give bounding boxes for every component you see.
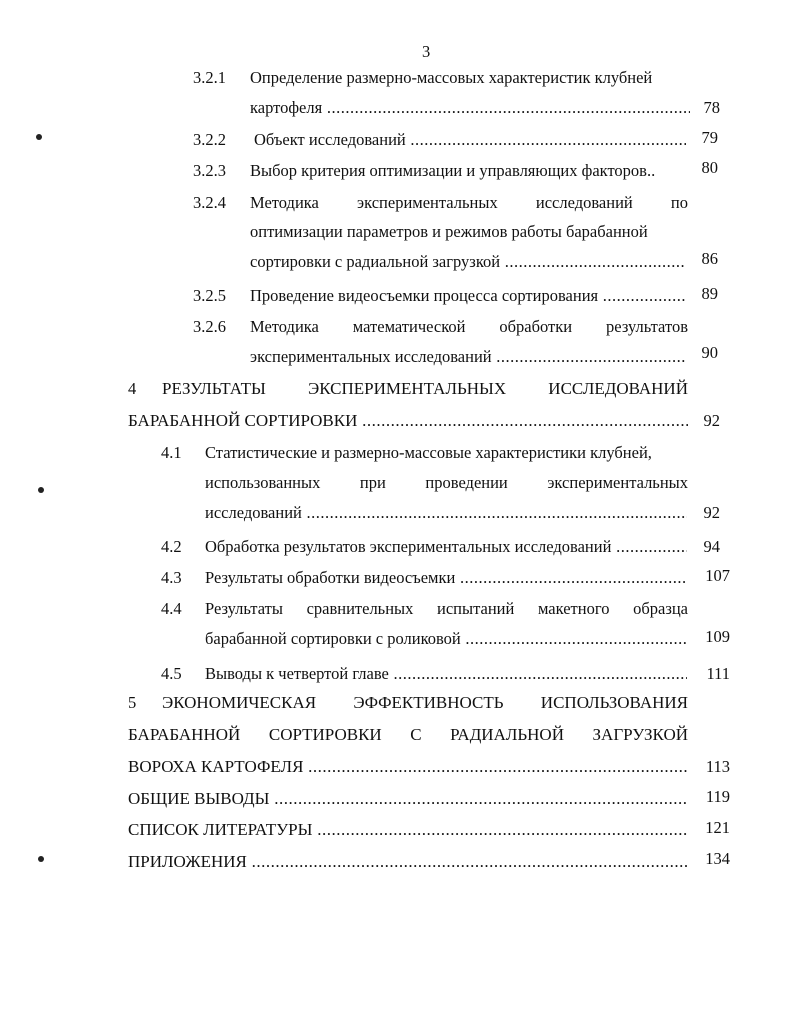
- toc-page-number: 119: [705, 787, 730, 806]
- margin-dot: [38, 487, 44, 493]
- toc-entry-number: 4.1: [161, 443, 182, 462]
- toc-entry-number: 4.5: [161, 664, 182, 683]
- toc-page-number: 92: [703, 411, 720, 430]
- toc-entry-title: Объект исследований .....: [254, 130, 686, 150]
- margin-dot: [38, 856, 44, 862]
- toc-page-number: 92: [703, 503, 720, 522]
- toc-page-number: 121: [705, 818, 730, 837]
- toc-section-title: ОБЩИЕ ВЫВОДЫ .....: [128, 789, 688, 809]
- toc-entry-title: Статистические и размерно-массовые характеристики клубней,: [205, 443, 652, 462]
- toc-section-title: СПИСОК ЛИТЕРАТУРЫ .....: [128, 820, 688, 840]
- toc-page-number: 79: [701, 128, 718, 147]
- toc-entry-title: картофеля .....: [250, 98, 690, 118]
- toc-page-number: 134: [705, 849, 730, 868]
- toc-entry-number: 3.2.6: [193, 317, 226, 336]
- toc-entry-title: Обработка результатов экспериментальных исследований .....: [205, 537, 687, 557]
- toc-entry-title: Методика экспериментальных исследований по: [250, 193, 688, 212]
- toc-entry-title: Выбор критерия оптимизации и управляющих факторов..: [250, 161, 656, 180]
- toc-section-title: ПРИЛОЖЕНИЯ .....: [128, 852, 688, 872]
- toc-chapter-number: 4: [128, 379, 137, 398]
- toc-entry-number: 3.2.1: [193, 68, 226, 87]
- toc-chapter-title: БАРАБАННОЙ СОРТИРОВКИ С РАДИАЛЬНОЙ ЗАГРУЗКОЙ: [128, 725, 688, 744]
- toc-entry-title: исследований .....: [205, 503, 687, 523]
- toc-chapter-title: БАРАБАННОЙ СОРТИРОВКИ .....: [128, 411, 688, 431]
- toc-entry-title: сортировки с радиальной загрузкой .....: [250, 252, 686, 272]
- toc-entry-number: 3.2.4: [193, 193, 226, 212]
- toc-entry-number: 3.2.2: [193, 130, 226, 149]
- toc-page-number: 94: [703, 537, 720, 556]
- toc-chapter-number: 5: [128, 693, 137, 712]
- toc-entry-title: оптимизации параметров и режимов работы барабанной: [250, 222, 648, 241]
- toc-page-number: 78: [703, 98, 720, 117]
- toc-entry-title: барабанной сортировки с роликовой .....: [205, 629, 687, 649]
- toc-entry-number: 4.3: [161, 568, 182, 587]
- margin-dot: [36, 134, 42, 140]
- toc-page-number: 107: [705, 566, 730, 585]
- toc-entry-number: 4.4: [161, 599, 182, 618]
- toc-page-number: 89: [701, 284, 718, 303]
- toc-entry-title: Методика математической обработки результатов: [250, 317, 688, 336]
- toc-chapter-title: ЭКОНОМИЧЕСКАЯ ЭФФЕКТИВНОСТЬ ИСПОЛЬЗОВАНИЯ: [162, 693, 688, 712]
- toc-entry-number: 4.2: [161, 537, 182, 556]
- toc-entry-title: Результаты сравнительных испытаний макетного образца: [205, 599, 688, 618]
- toc-page-number: 109: [705, 627, 730, 646]
- toc-entry-title: использованных при проведении экспериментальных: [205, 473, 688, 492]
- toc-page-number: 80: [701, 158, 718, 177]
- toc-entry-title: Определение размерно-массовых характеристик клубней: [250, 68, 653, 87]
- toc-entry-title: экспериментальных исследований .....: [250, 347, 686, 367]
- toc-entry-title: Результаты обработки видеосъемки .....: [205, 568, 687, 588]
- toc-page-number: 111: [706, 664, 730, 683]
- toc-page-number: 86: [701, 249, 718, 268]
- toc-entry-title: Выводы к четвертой главе .....: [205, 664, 687, 684]
- toc-entry-number: 3.2.5: [193, 286, 226, 305]
- toc-page-number: 90: [701, 343, 718, 362]
- toc-entry-number: 3.2.3: [193, 161, 226, 180]
- toc-chapter-title: ВОРОХА КАРТОФЕЛЯ .....: [128, 757, 688, 777]
- toc-page-number: 113: [705, 757, 730, 776]
- toc-chapter-title: РЕЗУЛЬТАТЫ ЭКСПЕРИМЕНТАЛЬНЫХ ИССЛЕДОВАНИЙ: [162, 379, 688, 398]
- page-number: 3: [422, 42, 431, 61]
- toc-entry-title: Проведение видеосъемки процесса сортирования .....: [250, 286, 686, 306]
